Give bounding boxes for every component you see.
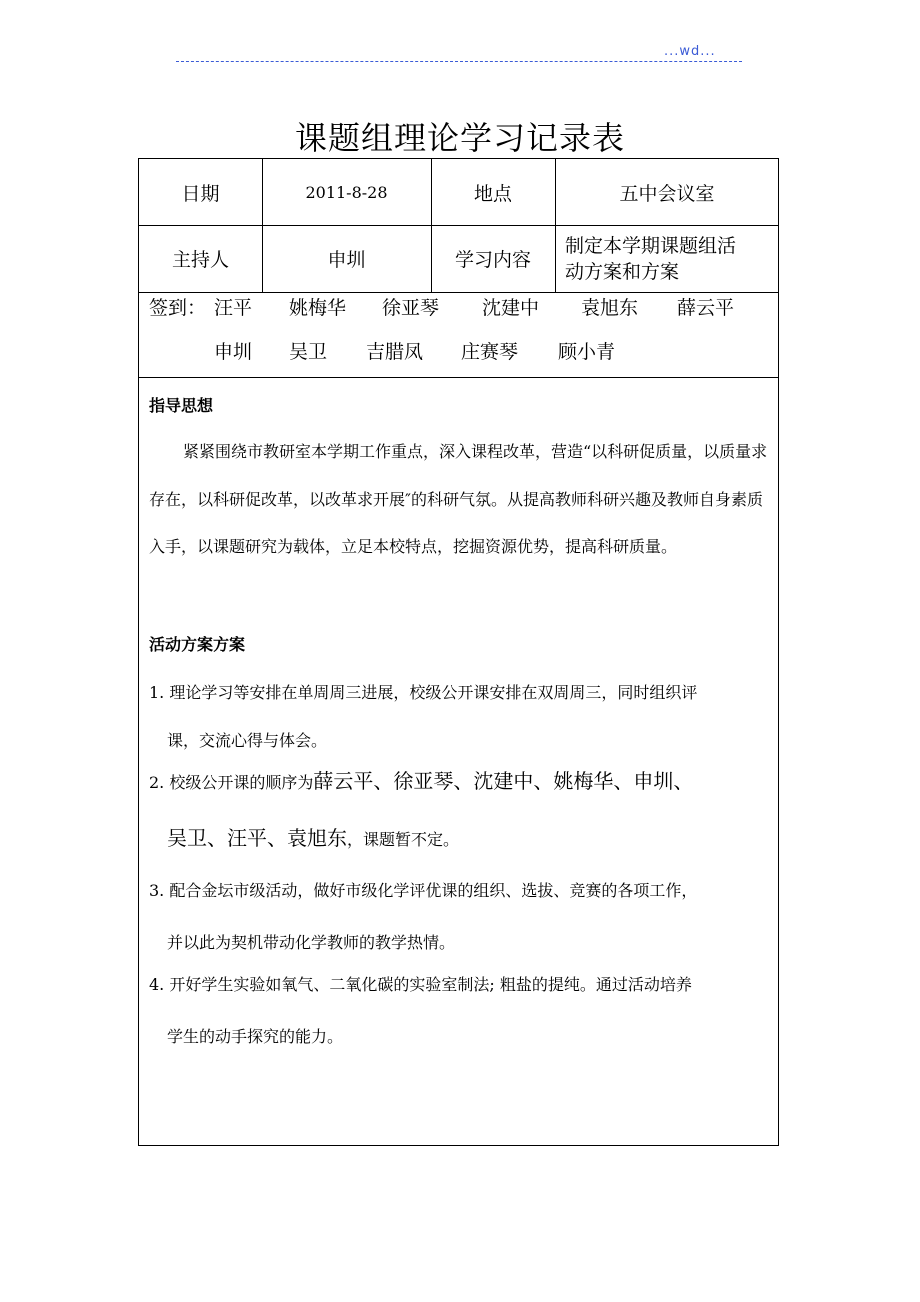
page-title: 课题组理论学习记录表	[294, 119, 625, 157]
plan-item-line: 课，交流心得与体会。	[167, 731, 328, 750]
plan-item-names: 吴卫、汪平、袁旭东	[167, 826, 347, 850]
plan-item-4	[149, 972, 774, 1047]
plan-title: 活动方案方案	[149, 635, 246, 654]
plan-item-line: 1. 理论学习等安排在单周周三进展，校级公开课安排在双周周三，同时组织评	[149, 683, 698, 702]
content-value-line: 制定本学期课题组活	[565, 234, 737, 257]
plan-item-line: 学生的动手探究的能力。	[167, 1027, 344, 1046]
plan-item-1	[149, 680, 774, 751]
content-value-line: 动方案和方案	[565, 260, 680, 283]
plan-item-line: 3. 配合金坛市级活动，做好市级化学评优课的组织、选拔、竞赛的各项工作，	[149, 881, 698, 900]
place-label: 地点	[473, 182, 512, 205]
host-label: 主持人	[171, 249, 229, 271]
plan-item-line: ，课题暂不定。	[347, 830, 460, 849]
date-label: 日期	[181, 182, 220, 205]
date-value: 2011-8-28	[305, 182, 388, 202]
signin-label: 签到：	[149, 297, 207, 319]
signin-name: 申圳	[214, 341, 253, 363]
signin-row	[149, 337, 769, 367]
signin-name: 吉腊凤	[366, 341, 424, 363]
guidance-title: 指导思想	[149, 396, 214, 415]
place-value: 五中会议室	[619, 182, 715, 205]
signin-row	[149, 293, 769, 323]
plan-item-names: 薛云平、徐亚琴、沈建中、姚梅华、申圳、	[313, 769, 694, 793]
signin-name: 沈建中	[482, 297, 540, 319]
signin-name: 顾小青	[558, 341, 616, 363]
plan-item-3	[149, 878, 774, 953]
host-value: 申圳	[327, 249, 366, 271]
plan-item-line: 2. 校级公开课的顺序为	[149, 773, 314, 792]
guidance-text: 紧紧围绕市教研室本学期工作重点，深入课程改革，营造“以科研促质量，以质量求存在，以科研促改革，以改革求开展″的科研气氛。从提高教师科研兴趣及教师自身素质入手，以课题研究为载体，立足本校特点，挖掘资源优势，提高科研质量。	[149, 442, 768, 556]
header-mark: ...wd...	[664, 44, 716, 59]
signin-name: 吴卫	[289, 341, 328, 363]
plan-item-line: 4. 开好学生实验如氧气、二氧化碳的实验室制法; 粗盐的提纯。通过活动培养	[149, 975, 692, 994]
header-divider	[176, 61, 742, 62]
plan-item-2	[149, 765, 774, 851]
content-label: 学习内容	[454, 249, 531, 271]
record-table	[138, 158, 779, 1146]
signin-name: 汪平	[214, 297, 253, 319]
signin-name: 姚梅华	[289, 297, 347, 319]
content-value	[555, 225, 779, 292]
signin-name: 袁旭东	[581, 297, 639, 319]
table-divider	[139, 377, 778, 378]
plan-item-line: 并以此为契机带动化学教师的教学热情。	[167, 933, 456, 952]
signin-name: 薛云平	[677, 297, 735, 319]
signin-name: 徐亚琴	[382, 297, 440, 319]
signin-name: 庄赛琴	[461, 341, 519, 363]
